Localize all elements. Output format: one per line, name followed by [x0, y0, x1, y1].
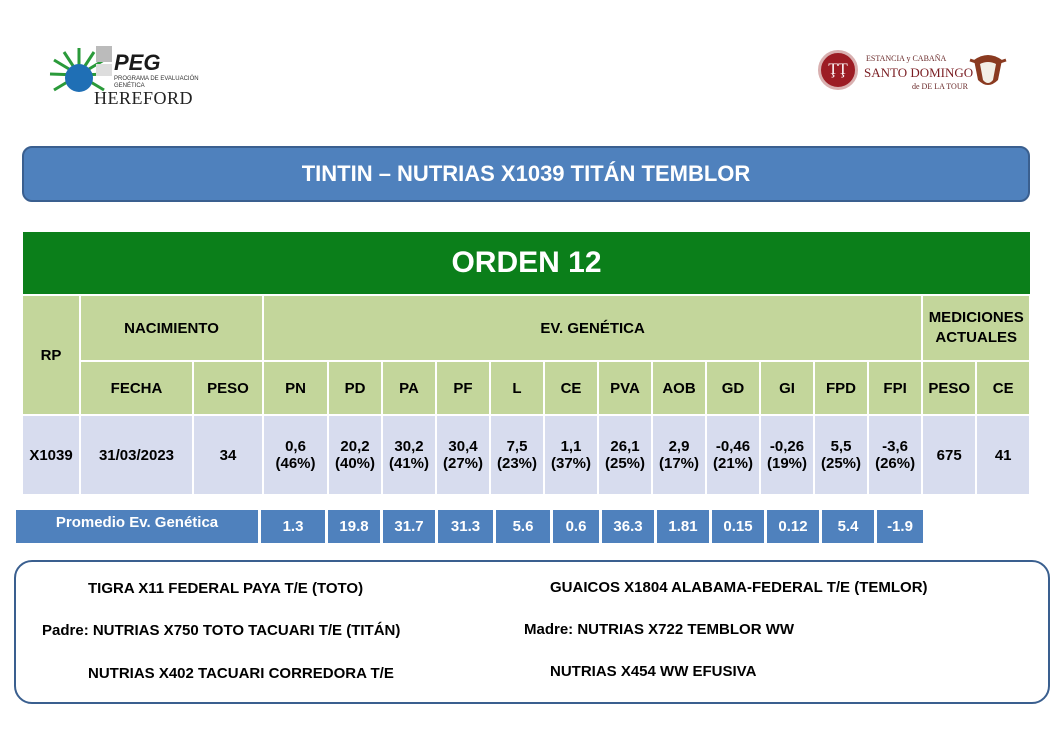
estancia-line1: ESTANCIA y CABAÑA	[866, 54, 947, 63]
promedio-aob: 1.81	[657, 510, 709, 543]
cell-pva: 26,1 (25%)	[599, 414, 651, 494]
page-title: TINTIN – NUTRIAS X1039 TITÁN TEMBLOR	[22, 146, 1030, 202]
cell-aob: 2,9 (17%)	[653, 414, 705, 494]
cell-l: 7,5 (23%)	[491, 414, 543, 494]
madre: Madre: NUTRIAS X722 TEMBLOR WW	[524, 621, 795, 638]
col-med-ce: CE	[977, 362, 1029, 414]
padre-sire: TIGRA X11 FEDERAL PAYA T/E (TOTO)	[88, 580, 364, 597]
orden-header: ORDEN 12	[23, 232, 1030, 294]
padre: Padre: NUTRIAS X750 TOTO TACUARI T/E (TITÁN)	[42, 622, 401, 639]
promedio-pn: 1.3	[261, 510, 325, 543]
promedio-label: Promedio Ev. Genética	[16, 510, 258, 543]
col-gd: GD	[707, 362, 759, 414]
peg-hereford-logo	[44, 44, 204, 110]
madre-dam: NUTRIAS X454 WW EFUSIVA	[550, 663, 757, 680]
table-row	[23, 414, 1029, 494]
peg-logo-name: PEG	[114, 50, 161, 75]
cell-pf: 30,4 (27%)	[437, 414, 489, 494]
cell-pa: 30,2 (41%)	[383, 414, 435, 494]
cell-fpi: -3,6 (26%)	[869, 414, 921, 494]
col-gi: GI	[761, 362, 813, 414]
promedio-fpi: -1.9	[877, 510, 923, 543]
col-fecha: FECHA	[81, 362, 192, 414]
cell-med-ce: 41	[977, 414, 1029, 494]
estancia-line3: de DE LA TOUR	[912, 82, 968, 91]
padre-dam: NUTRIAS X402 TACUARI CORREDORA T/E	[88, 665, 394, 682]
col-aob: AOB	[653, 362, 705, 414]
col-fpi: FPI	[869, 362, 921, 414]
promedio-pf: 31.3	[438, 510, 493, 543]
pedigree-box	[14, 560, 1050, 704]
hereford-cow-icon	[968, 50, 1008, 94]
col-pa: PA	[383, 362, 435, 414]
estancia-seal-icon: ŢŢ	[818, 50, 858, 90]
madre-sire: GUAICOS X1804 ALABAMA-FEDERAL T/E (TEMLOR)	[550, 579, 928, 596]
promedio-l: 5.6	[496, 510, 550, 543]
mediciones-header: MEDICIONES ACTUALES	[923, 296, 1029, 362]
ev-genetica-header: EV. GENÉTICA	[264, 296, 921, 362]
promedio-pva: 36.3	[602, 510, 654, 543]
cell-peso: 34	[194, 414, 262, 494]
col-fpd: FPD	[815, 362, 867, 414]
evaluation-table	[21, 296, 1031, 494]
col-l: L	[491, 362, 543, 414]
peg-logo-subtitle: PROGRAMA DE EVALUACIÓN GENÉTICA	[114, 76, 199, 89]
col-med-peso: PESO	[923, 362, 975, 414]
col-pn: PN	[264, 362, 327, 414]
col-pd: PD	[329, 362, 381, 414]
col-pva: PVA	[599, 362, 651, 414]
rp-header: RP	[23, 296, 79, 414]
promedio-fpd: 5.4	[822, 510, 874, 543]
hereford-logo-text: HEREFORD	[94, 88, 194, 108]
santo-domingo-logo	[818, 48, 1018, 100]
col-ce: CE	[545, 362, 597, 414]
cell-rp: X1039	[23, 414, 79, 494]
cell-med-peso: 675	[923, 414, 975, 494]
promedio-gi: 0.12	[767, 510, 819, 543]
promedio-pa: 31.7	[383, 510, 435, 543]
col-peso: PESO	[194, 362, 262, 414]
cell-gd: -0,46 (21%)	[707, 414, 759, 494]
cell-gi: -0,26 (19%)	[761, 414, 813, 494]
nacimiento-header: NACIMIENTO	[81, 296, 262, 362]
estancia-line2: SANTO DOMINGO	[864, 65, 974, 80]
cell-fpd: 5,5 (25%)	[815, 414, 867, 494]
promedio-ce: 0.6	[553, 510, 599, 543]
cell-pn: 0,6 (46%)	[264, 414, 327, 494]
col-pf: PF	[437, 362, 489, 414]
promedio-pd: 19.8	[328, 510, 380, 543]
promedio-gd: 0.15	[712, 510, 764, 543]
cell-ce: 1,1 (37%)	[545, 414, 597, 494]
cell-fecha: 31/03/2023	[81, 414, 192, 494]
cell-pd: 20,2 (40%)	[329, 414, 381, 494]
